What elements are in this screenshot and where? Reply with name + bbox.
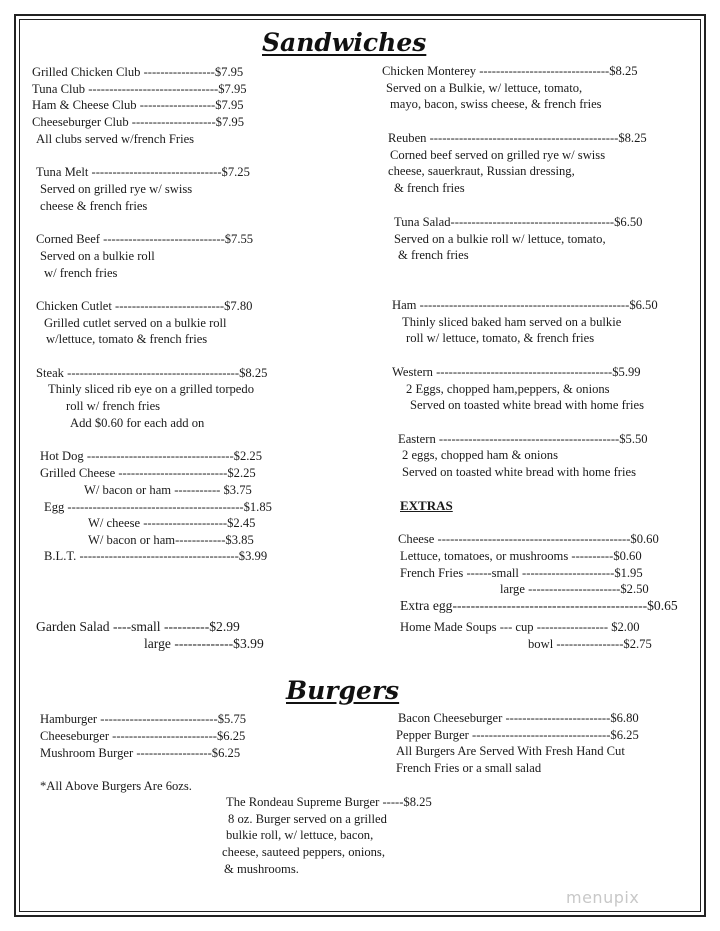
menu-line: French Fries or a small salad (396, 761, 542, 775)
menu-line: W/ cheese --------------------$2.45 (88, 516, 256, 530)
menu-line: roll w/ lettuce, tomato, & french fries (406, 331, 595, 345)
menu-line: Cheese ----------------------------------------------$0.60 (398, 532, 659, 546)
menu-line: Thinly sliced rib eye on a grilled torpedo (48, 382, 254, 396)
menu-line: w/ french fries (44, 266, 118, 280)
burgers-heading: Burgers (286, 676, 400, 705)
menu-line: bulkie roll, w/ lettuce, bacon, (226, 828, 374, 842)
menu-line: 8 oz. Burger served on a grilled (228, 812, 387, 826)
menu-line: & french fries (398, 248, 469, 262)
menu-line: & french fries (394, 181, 465, 195)
menu-line: Reuben ---------------------------------------------$8.25 (388, 131, 647, 145)
menu-line: Tuna Club -------------------------------$7.95 (32, 82, 247, 96)
menu-line: W/ bacon or ham ----------- $3.75 (84, 483, 252, 497)
menu-line: Served on a bulkie roll (40, 249, 155, 263)
menu-line: Mushroom Burger ------------------$6.25 (40, 746, 241, 760)
menu-line: Cheeseburger Club --------------------$7.95 (32, 115, 245, 129)
menu-line: Served on a bulkie roll w/ lettuce, tomato, (394, 232, 606, 246)
menu-line: bowl ----------------$2.75 (528, 637, 652, 651)
menu-line: & mushrooms. (224, 862, 299, 876)
menu-line: Thinly sliced baked ham served on a bulkie (402, 315, 622, 329)
menu-line: cheese, sauteed peppers, onions, (222, 845, 385, 859)
menu-line: Grilled Cheese --------------------------$2.25 (40, 466, 256, 480)
menu-line: large ----------------------$2.50 (500, 582, 649, 596)
menu-line: Served on a Bulkie, w/ lettuce, tomato, (386, 81, 583, 95)
menu-line: Grilled cutlet served on a bulkie roll (44, 316, 227, 330)
menu-line: large -------------$3.99 (144, 636, 264, 651)
menu-line: Served on grilled rye w/ swiss (40, 182, 193, 196)
menu-line: w/lettuce, tomato & french fries (46, 332, 208, 346)
menu-line: Hot Dog -----------------------------------$2.25 (40, 449, 262, 463)
menu-line: Garden Salad ----small ----------$2.99 (36, 619, 240, 634)
menu-line: Served on toasted white bread with home fries (410, 398, 644, 412)
menu-line: Chicken Cutlet --------------------------$7.80 (36, 299, 253, 313)
sandwiches-heading: Sandwiches (262, 28, 427, 57)
menu-line: Add $0.60 for each add on (70, 416, 205, 430)
menu-line: Steak -----------------------------------------$8.25 (36, 366, 268, 380)
menu-line: 2 Eggs, chopped ham,peppers, & onions (406, 382, 610, 396)
menu-line: *All Above Burgers Are 6ozs. (40, 779, 192, 793)
menu-line: Grilled Chicken Club -----------------$7.95 (32, 65, 244, 79)
menu-line: Home Made Soups --- cup ----------------- $2.00 (400, 620, 640, 634)
watermark-logo: menupix (566, 888, 640, 907)
menu-line: Tuna Salad---------------------------------------$6.50 (394, 215, 643, 229)
menu-line: Corned beef served on grilled rye w/ swiss (390, 148, 606, 162)
menu-line: Chicken Monterey -------------------------------$8.25 (382, 64, 638, 78)
menu-line: W/ bacon or ham------------$3.85 (88, 533, 254, 547)
menu-line: French Fries ------small ----------------------$1.95 (400, 566, 643, 580)
menu-line: Ham --------------------------------------------------$6.50 (392, 298, 658, 312)
menu-line: roll w/ french fries (66, 399, 161, 413)
menu-line: Ham & Cheese Club ------------------$7.95 (32, 98, 244, 112)
menu-line: Lettuce, tomatoes, or mushrooms ----------$0.60 (400, 549, 642, 563)
menu-line: cheese & french fries (40, 199, 148, 213)
menu-line: The Rondeau Supreme Burger -----$8.25 (226, 795, 432, 809)
menu-line: Western ------------------------------------------$5.99 (392, 365, 641, 379)
menu-line: All Burgers Are Served With Fresh Hand Cut (396, 744, 625, 758)
extras-heading: EXTRAS (400, 498, 453, 513)
menu-line: Eastern -------------------------------------------$5.50 (398, 432, 648, 446)
menu-line: Hamburger ----------------------------$5.75 (40, 712, 247, 726)
menu-line: Pepper Burger ---------------------------------$6.25 (396, 728, 639, 742)
menu-line: B.L.T. --------------------------------------$3.99 (44, 549, 268, 563)
menu-line: Tuna Melt -------------------------------$7.25 (36, 165, 250, 179)
menu-line: mayo, bacon, swiss cheese, & french fries (390, 97, 602, 111)
menu-line: Served on toasted white bread with home fries (402, 465, 636, 479)
menu-line: Cheeseburger -------------------------$6.25 (40, 729, 246, 743)
menu-line: Extra egg-------------------------------------------$0.65 (400, 598, 678, 613)
menu-line: All clubs served w/french Fries (36, 132, 195, 146)
menu-line: Bacon Cheeseburger -------------------------$6.80 (398, 711, 639, 725)
menu-line: cheese, sauerkraut, Russian dressing, (388, 164, 575, 178)
menu-line: 2 eggs, chopped ham & onions (402, 448, 559, 462)
menu-line: Corned Beef -----------------------------$7.55 (36, 232, 254, 246)
menu-line: Egg ------------------------------------------$1.85 (44, 500, 272, 514)
